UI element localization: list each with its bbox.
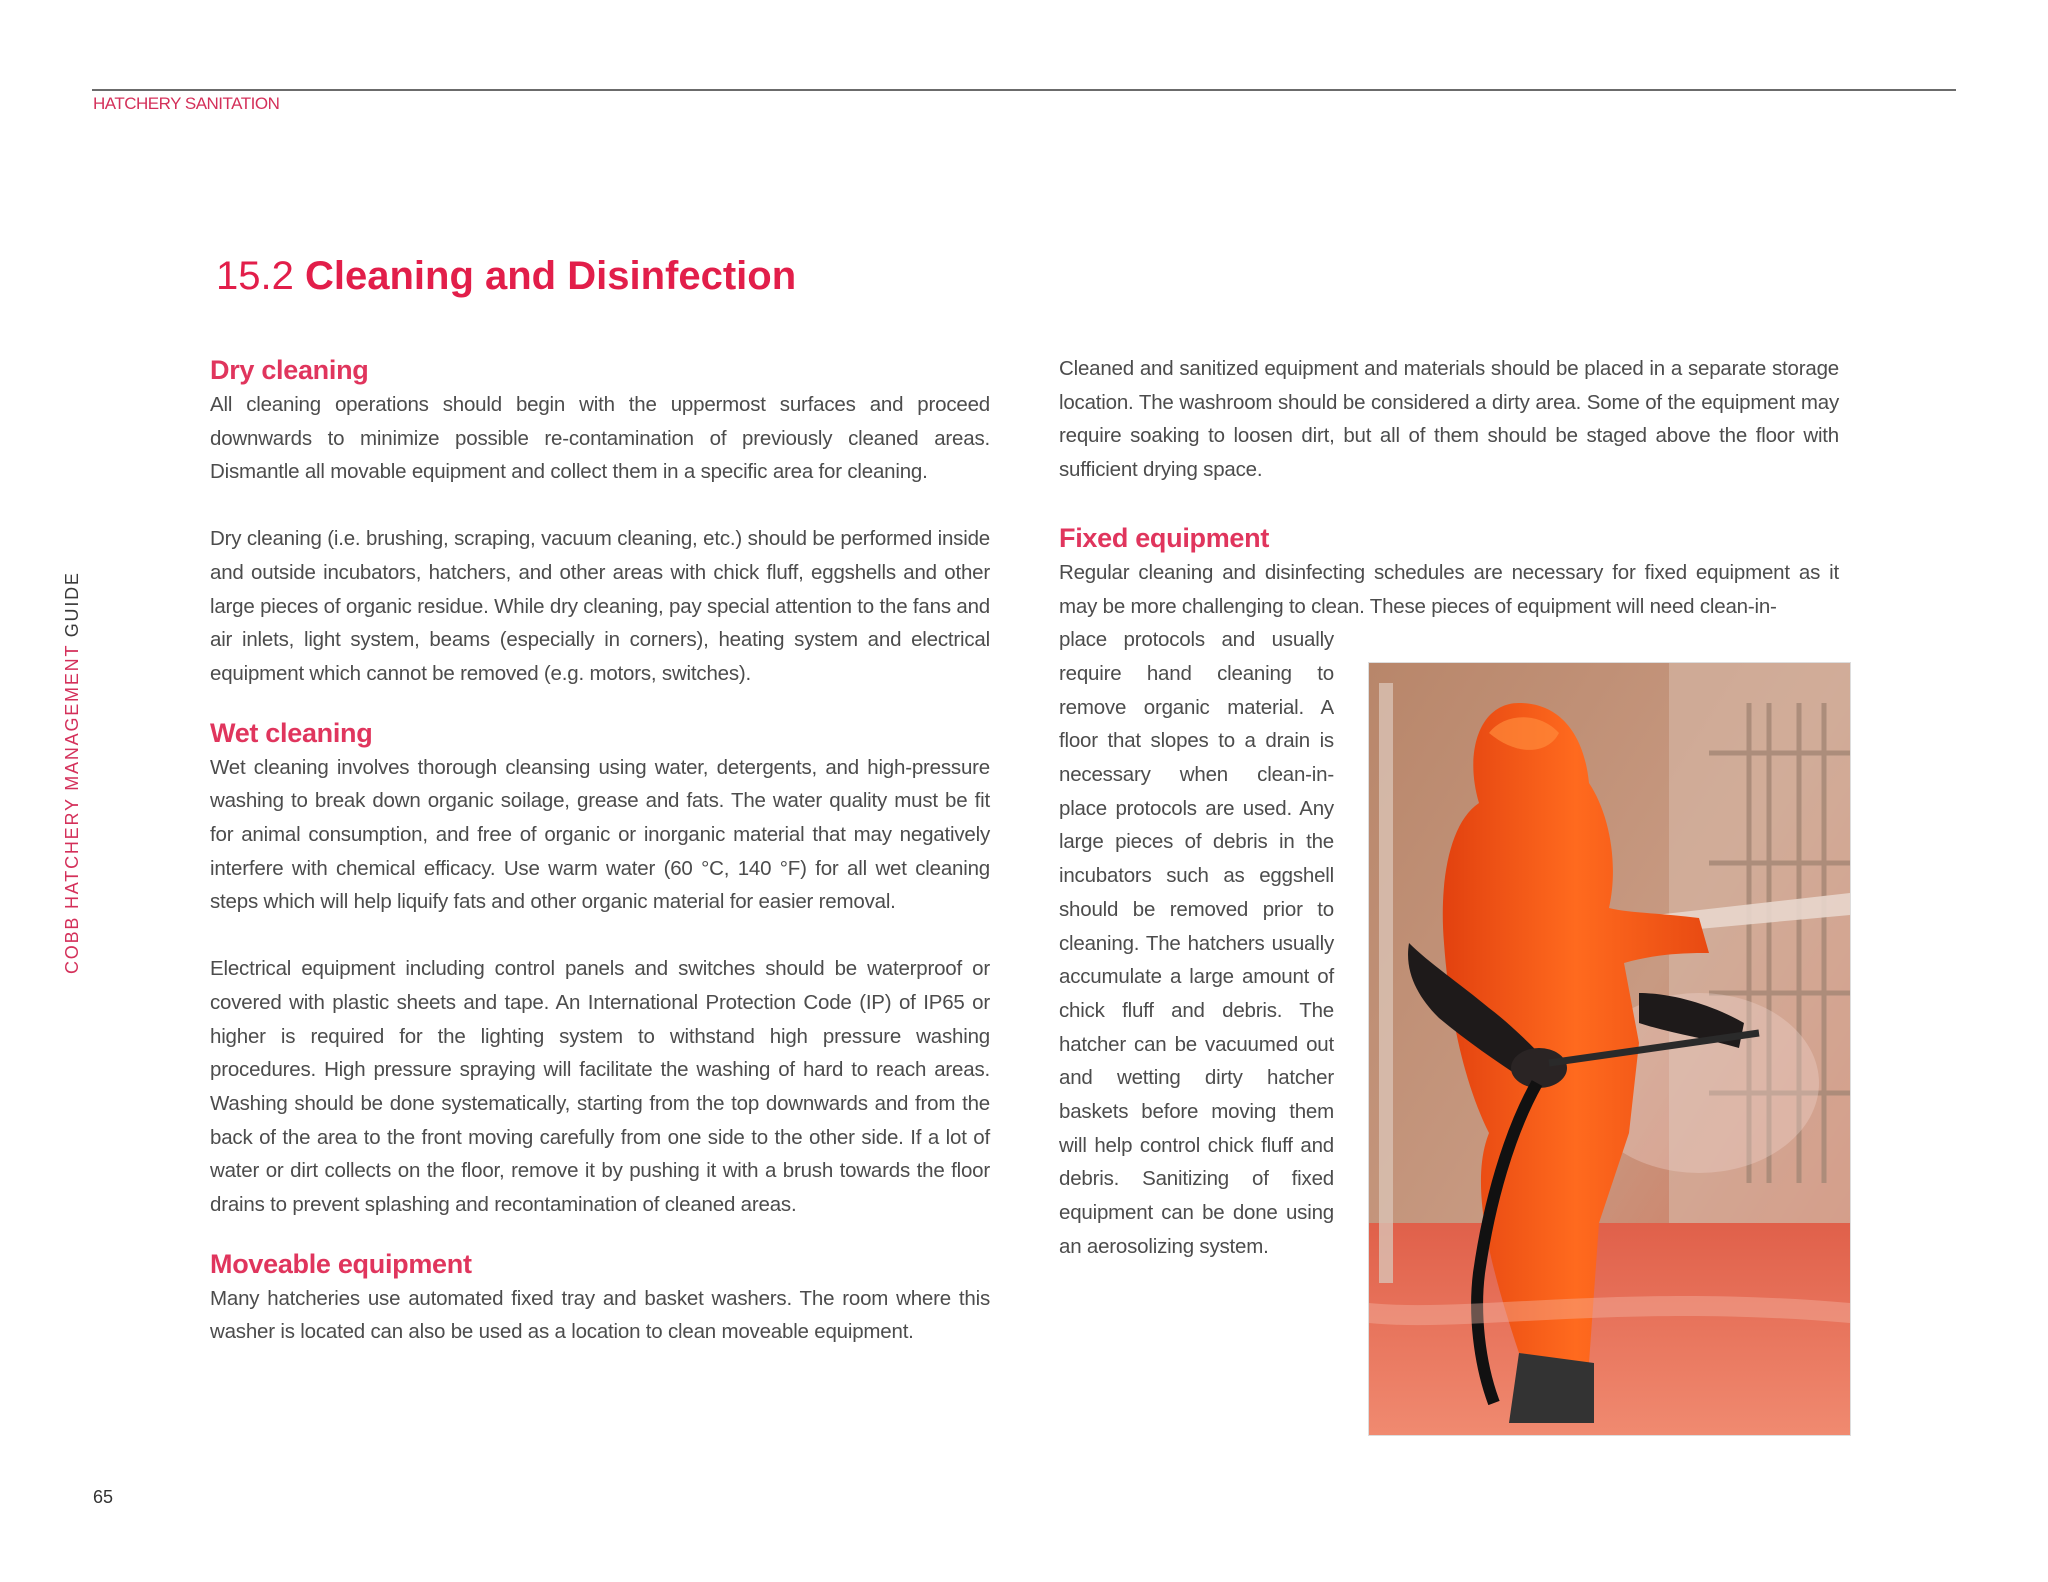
fixed-equipment-paragraph-1: Regular cleaning and disinfecting schedules are necessary for fixed equipment as it may be more challenging to clean. These pieces of equipment will need clean-in-: [1059, 560, 1839, 618]
header-rule: [92, 89, 1956, 91]
fixed-equipment-paragraph-2: place protocols and usually require hand cleaning to remove organic material. A floor that slopes to a drain is necessary when clean-in-place protocols are used. Any large pieces of debris in the incubators such as eggshell should be removed prior to cleaning. The hatchers usually accumulate a large amount of chick fluff and debris. The hatcher can be vacuumed out and wetting dirty hatcher baskets before moving them will help control chick fluff and debris. Sanitizing of fixed equipment can be done using an aerosolizing system.: [1059, 628, 1334, 1258]
wet-cleaning-paragraph-1: Wet cleaning involves thorough cleansing using water, detergents, and high-pressure washing to break down organic soilage, grease and fats. The water quality must be fit for animal consumption, and free of organic or inorganic material that may negatively interfere with chemical efficacy. Use warm water (60 °C, 140 °F) for all wet cleaning steps which will help liquify fats and other organic material for easier removal.: [210, 755, 990, 914]
page-title: [216, 254, 796, 299]
title-text: Cleaning and Disinfection: [304, 254, 797, 298]
moveable-equipment-paragraph-2: Cleaned and sanitized equipment and materials should be placed in a separate storage location. The washroom should be considered a dirty area. Some of the equipment may require soaking to loosen dirt, but all of them should be staged above the floor with sufficient drying space.: [1059, 357, 1839, 482]
wet-cleaning-paragraph-2: Electrical equipment including control panels and switches should be waterproof or covered with plastic sheets and tape. An International Protection Code (IP) of IP65 or higher is required for the lighting system to withstand high pressure washing procedures. High pressure spraying will facilitate the washing of hard to reach areas. Washing should be done systematically, starting from the top downwards and from the back of the area to the front moving carefully from one side to the other side. If a lot of water or dirt collects on the floor, remove it by pushing it with a brush towards the floor drains to prevent splashing and recontamination of cleaned areas.: [210, 957, 990, 1217]
fixed-equipment-heading: Fixed equipment: [1059, 522, 1270, 553]
page-number: 65: [93, 1487, 114, 1507]
side-label: [62, 571, 83, 974]
worker-washing-photo: [1368, 662, 1851, 1436]
dry-cleaning-paragraph-1: All cleaning operations should begin with the uppermost surfaces and proceed downwards to minimize possible re-contamination of previously cleaned areas. Dismantle all movable equipment and collect them in a specific area for cleaning.: [210, 393, 990, 484]
moveable-equipment-heading: Moveable equipment: [210, 1248, 472, 1279]
dry-cleaning-paragraph-2: Dry cleaning (i.e. brushing, scraping, vacuum cleaning, etc.) should be performed inside and outside incubators, hatchers, and other areas with chick fluff, eggshells and other large pieces of organic residue. While dry cleaning, pay special attention to the fans and air inlets, light system, beams (especially in corners), heating system and electrical equipment which cannot be removed (e.g. motors, switches).: [210, 527, 990, 685]
running-head: HATCHERY SANITATION: [93, 94, 280, 113]
wet-cleaning-heading: Wet cleaning: [210, 717, 373, 748]
moveable-equipment-paragraph-1: Many hatcheries use automated fixed tray and basket washers. The room where this washer is located can also be used as a location to clean moveable equipment.: [210, 1286, 990, 1344]
side-label-prefix: COBB HATCHERY MANAGEMENT: [62, 637, 82, 974]
title-number: 15.2: [216, 254, 305, 298]
left-column: [210, 352, 990, 1349]
side-label-suffix: GUIDE: [62, 571, 82, 638]
dry-cleaning-heading: Dry cleaning: [210, 355, 369, 385]
